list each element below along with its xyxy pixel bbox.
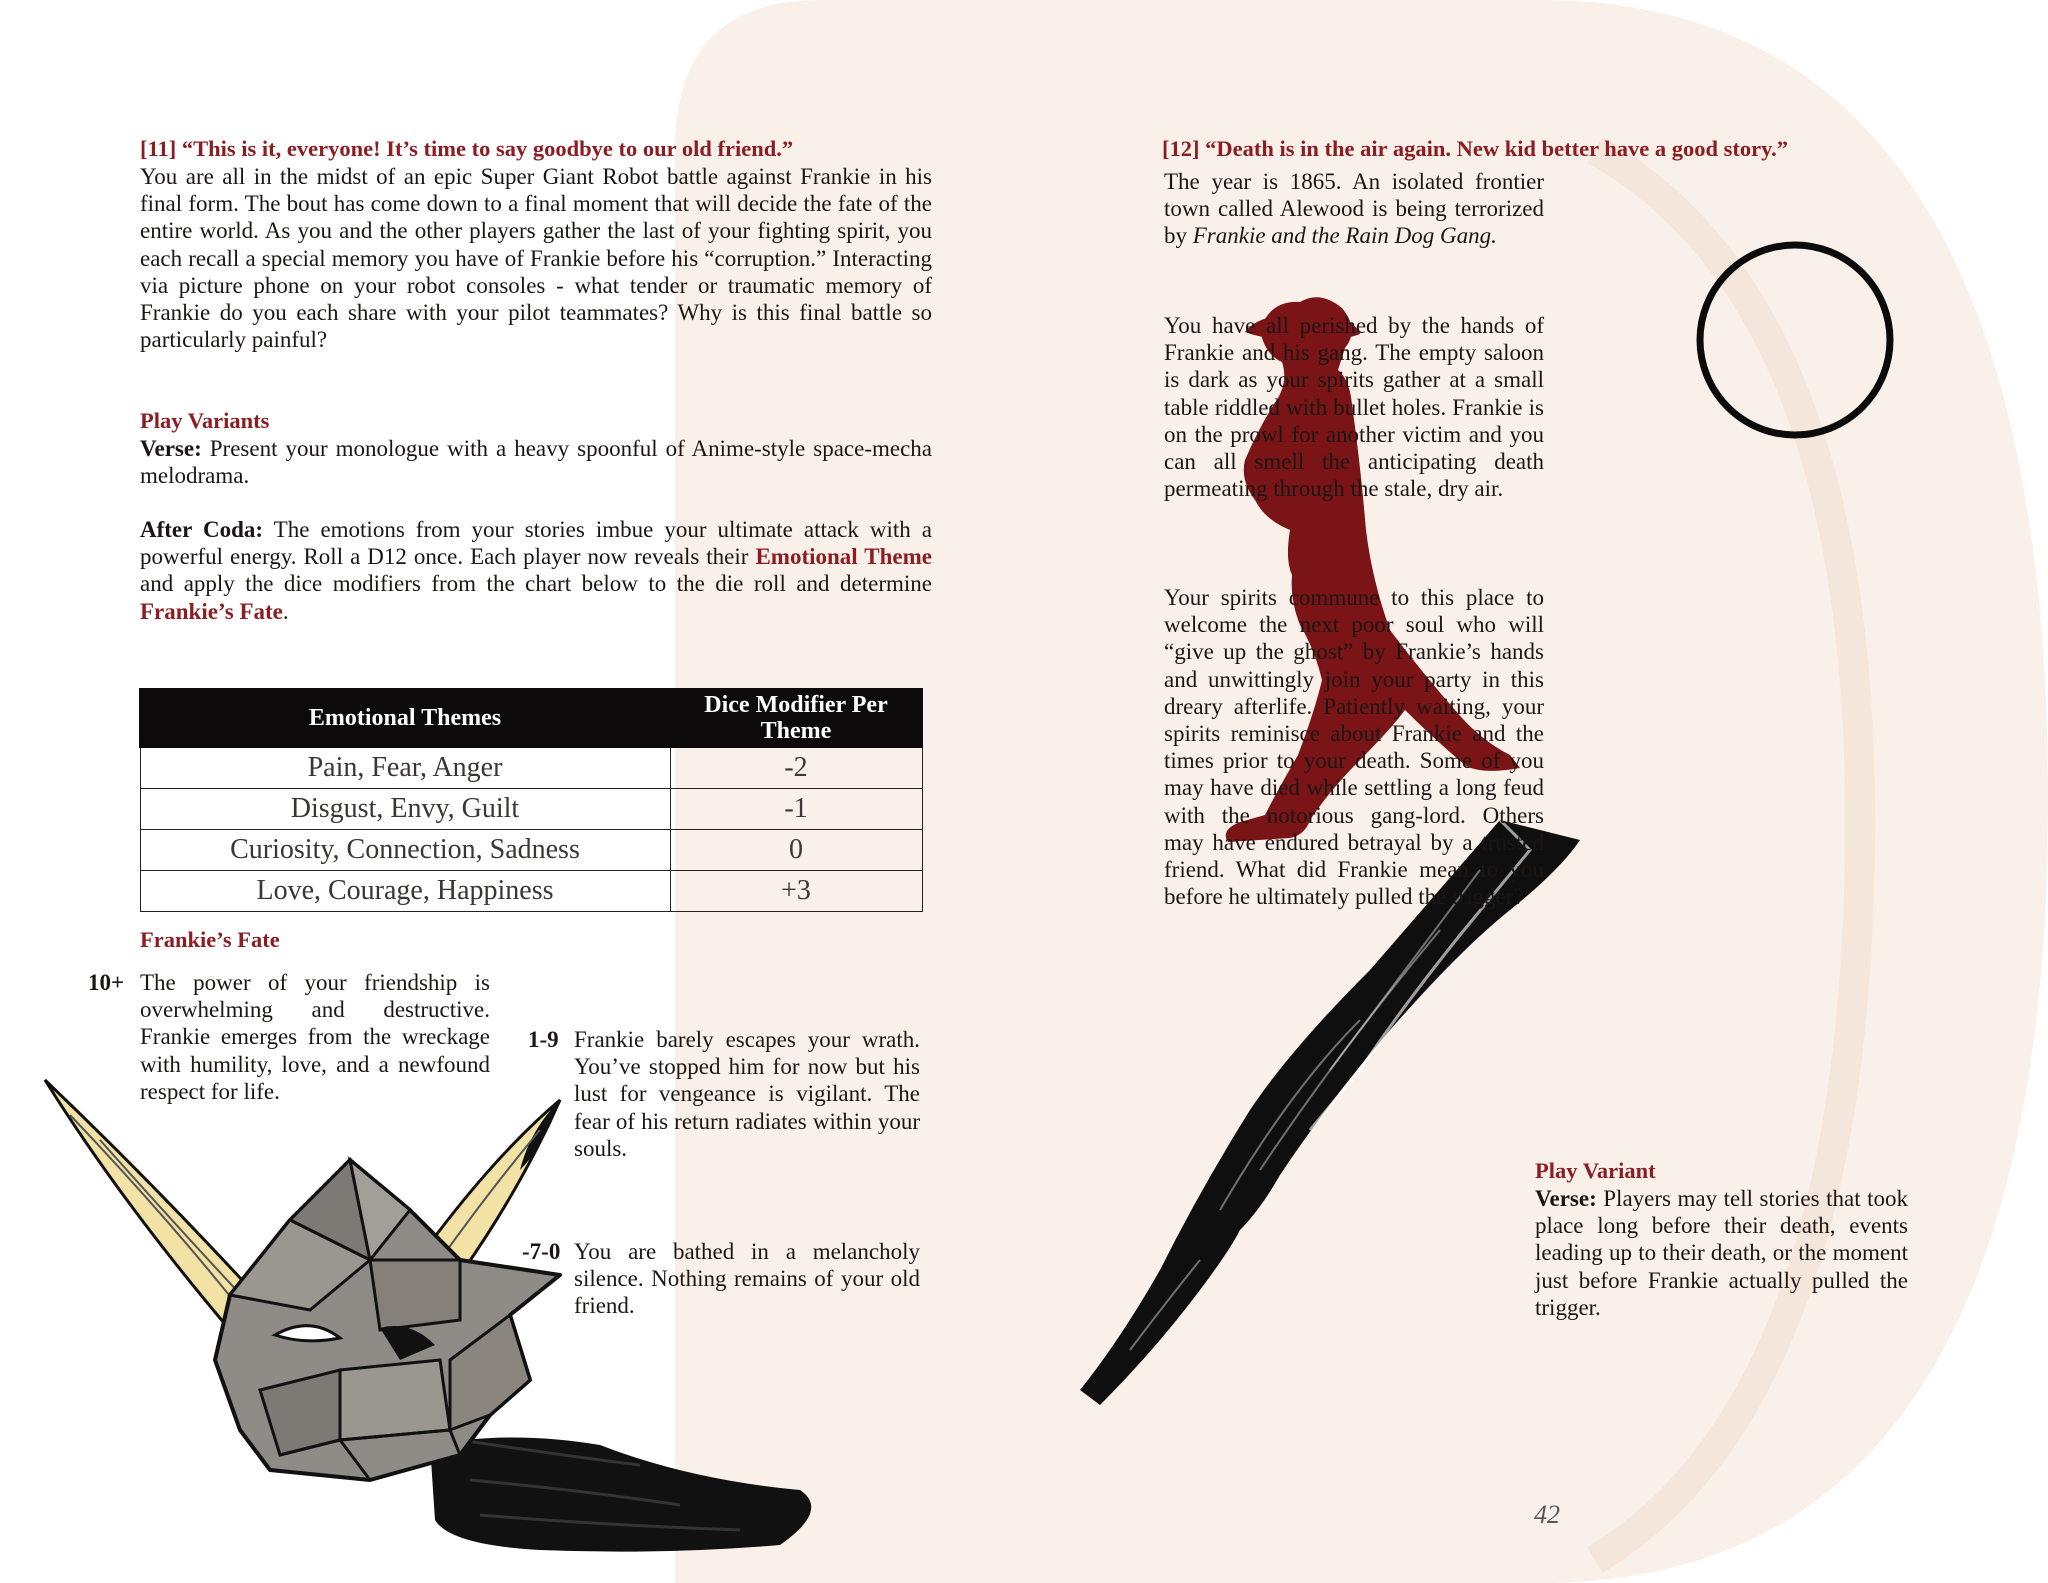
section-title-11: [11] “This is it, everyone! It’s time to say goodbye to our old friend.”: [140, 136, 794, 161]
fate-roll-minus7-0: -7-0: [522, 1239, 561, 1264]
verse-text: Present your monologue with a heavy spoonful of Anime-style space-mecha melodrama.: [140, 436, 933, 489]
fate-roll-1-9: 1-9: [528, 1027, 559, 1052]
spirits-paragraph: Your spirits commune to this place to welcome the next poor soul who will “give up the ghost” by Frankie’s hands and unwittingly join your party in this dreary afterlife. Patiently waiting, your spirits reminisce about Frankie and the times prior to your death. Some of you may have died while settling a long feud with the notorious gang-lord. Others may have endured betrayal by a trusted friend. What did Frankie mean to you before he ultimately pulled the trigger?: [1164, 585, 1544, 910]
verse-label: Verse:: [1535, 1186, 1597, 1211]
theme-cell: Love, Courage, Happiness: [140, 871, 670, 912]
after-coda-text-2: and apply the dice modifiers from the chart below to the die roll and determine: [140, 571, 932, 597]
helmet-body: [215, 1160, 560, 1480]
table-header-cell: Emotional Themes: [140, 689, 670, 747]
moon-circle: [1700, 245, 1890, 435]
modifier-cell: +3: [670, 871, 922, 912]
play-variants-heading: Play Variants: [140, 408, 270, 433]
verse-paragraph-right: [1535, 1185, 1908, 1321]
verse-paragraph: [140, 435, 932, 489]
intro-paragraph-right: [1164, 168, 1544, 250]
intro-paragraph: You are all in the midst of an epic Super Giant Robot battle against Frankie in his final form. The bout has come down to a final moment that will decide the fate of the entire world. As you and the other players gather the last of your fighting spirit, you each recall a special memory you have of Frankie before his “corruption.” Interacting via picture phone on your robot consoles - what tender or traumatic memory of Frankie do you each share with your pilot teammates? Why is this final battle so particularly painful?: [140, 164, 932, 353]
after-coda-paragraph: [140, 516, 932, 625]
theme-cell: Pain, Fear, Anger: [140, 747, 670, 789]
table-header-row: [140, 689, 922, 747]
helmet-shadow: [430, 1438, 811, 1552]
play-variant-heading: Play Variant: [1535, 1158, 1656, 1183]
fate-text-1-9: Frankie barely escapes your wrath. You’ve stopped him for now but his lust for vengeance is vigilant. The fear of his return radiates within your souls.: [574, 1027, 920, 1161]
after-coda-label: After Coda:: [140, 517, 264, 542]
modifier-cell: -1: [670, 789, 922, 830]
robot-helmet-illustration: [40, 1060, 820, 1560]
after-coda-text-1: The emotions from your stories imbue your ultimate attack with a powerful energy. Roll a D12 once. Each player now reveals their: [140, 517, 932, 570]
emotional-theme-term: Emotional Theme: [755, 544, 933, 570]
table-row: [140, 747, 922, 789]
frankies-fate-term: Frankie’s Fate: [140, 598, 283, 624]
fate-text-10-plus: The power of your friendship is overwhelming and destructive. Frankie emerges from the wreckage with humility, love, and a newfound respect for life.: [140, 970, 490, 1104]
table-row: [140, 830, 922, 871]
page-number: 42: [1534, 1500, 1560, 1529]
intro-text: The year is 1865. An isolated frontier town called Alewood is being terrorized by: [1164, 169, 1544, 249]
frankies-fate-heading: Frankie’s Fate: [140, 927, 280, 952]
theme-cell: Curiosity, Connection, Sadness: [140, 830, 670, 871]
table-row: [140, 871, 922, 912]
fate-text-minus7-0: You are bathed in a melancholy silence. Nothing remains of your old friend.: [574, 1239, 920, 1319]
modifier-cell: -2: [670, 747, 922, 789]
verse-label: Verse:: [140, 436, 202, 461]
modifier-cell: 0: [670, 830, 922, 871]
verse-text: Players may tell stories that took place long before their death, events leading up to their death, or the moment just before Frankie actually pulled the trigger.: [1535, 1186, 1908, 1320]
after-coda-end: .: [282, 598, 289, 624]
perished-paragraph: You have all perished by the hands of Frankie and his gang. The empty saloon is dark as your spirits gather at a small table riddled with bullet holes. Frankie is on the prowl for another victim and you can all smell the anticipating death permeating through the stale, dry air.: [1164, 313, 1544, 502]
emotional-themes-table: [139, 688, 923, 912]
fate-roll-10-plus: 10+: [88, 970, 125, 995]
section-title-12: [12] “Death is in the air again. New kid better have a good story.”: [1162, 136, 1789, 161]
table-row: [140, 789, 922, 830]
rain-dog-gang: Frankie and the Rain Dog Gang.: [1192, 223, 1497, 249]
table-header-cell: Dice Modifier Per Theme: [670, 689, 922, 747]
theme-cell: Disgust, Envy, Guilt: [140, 789, 670, 830]
